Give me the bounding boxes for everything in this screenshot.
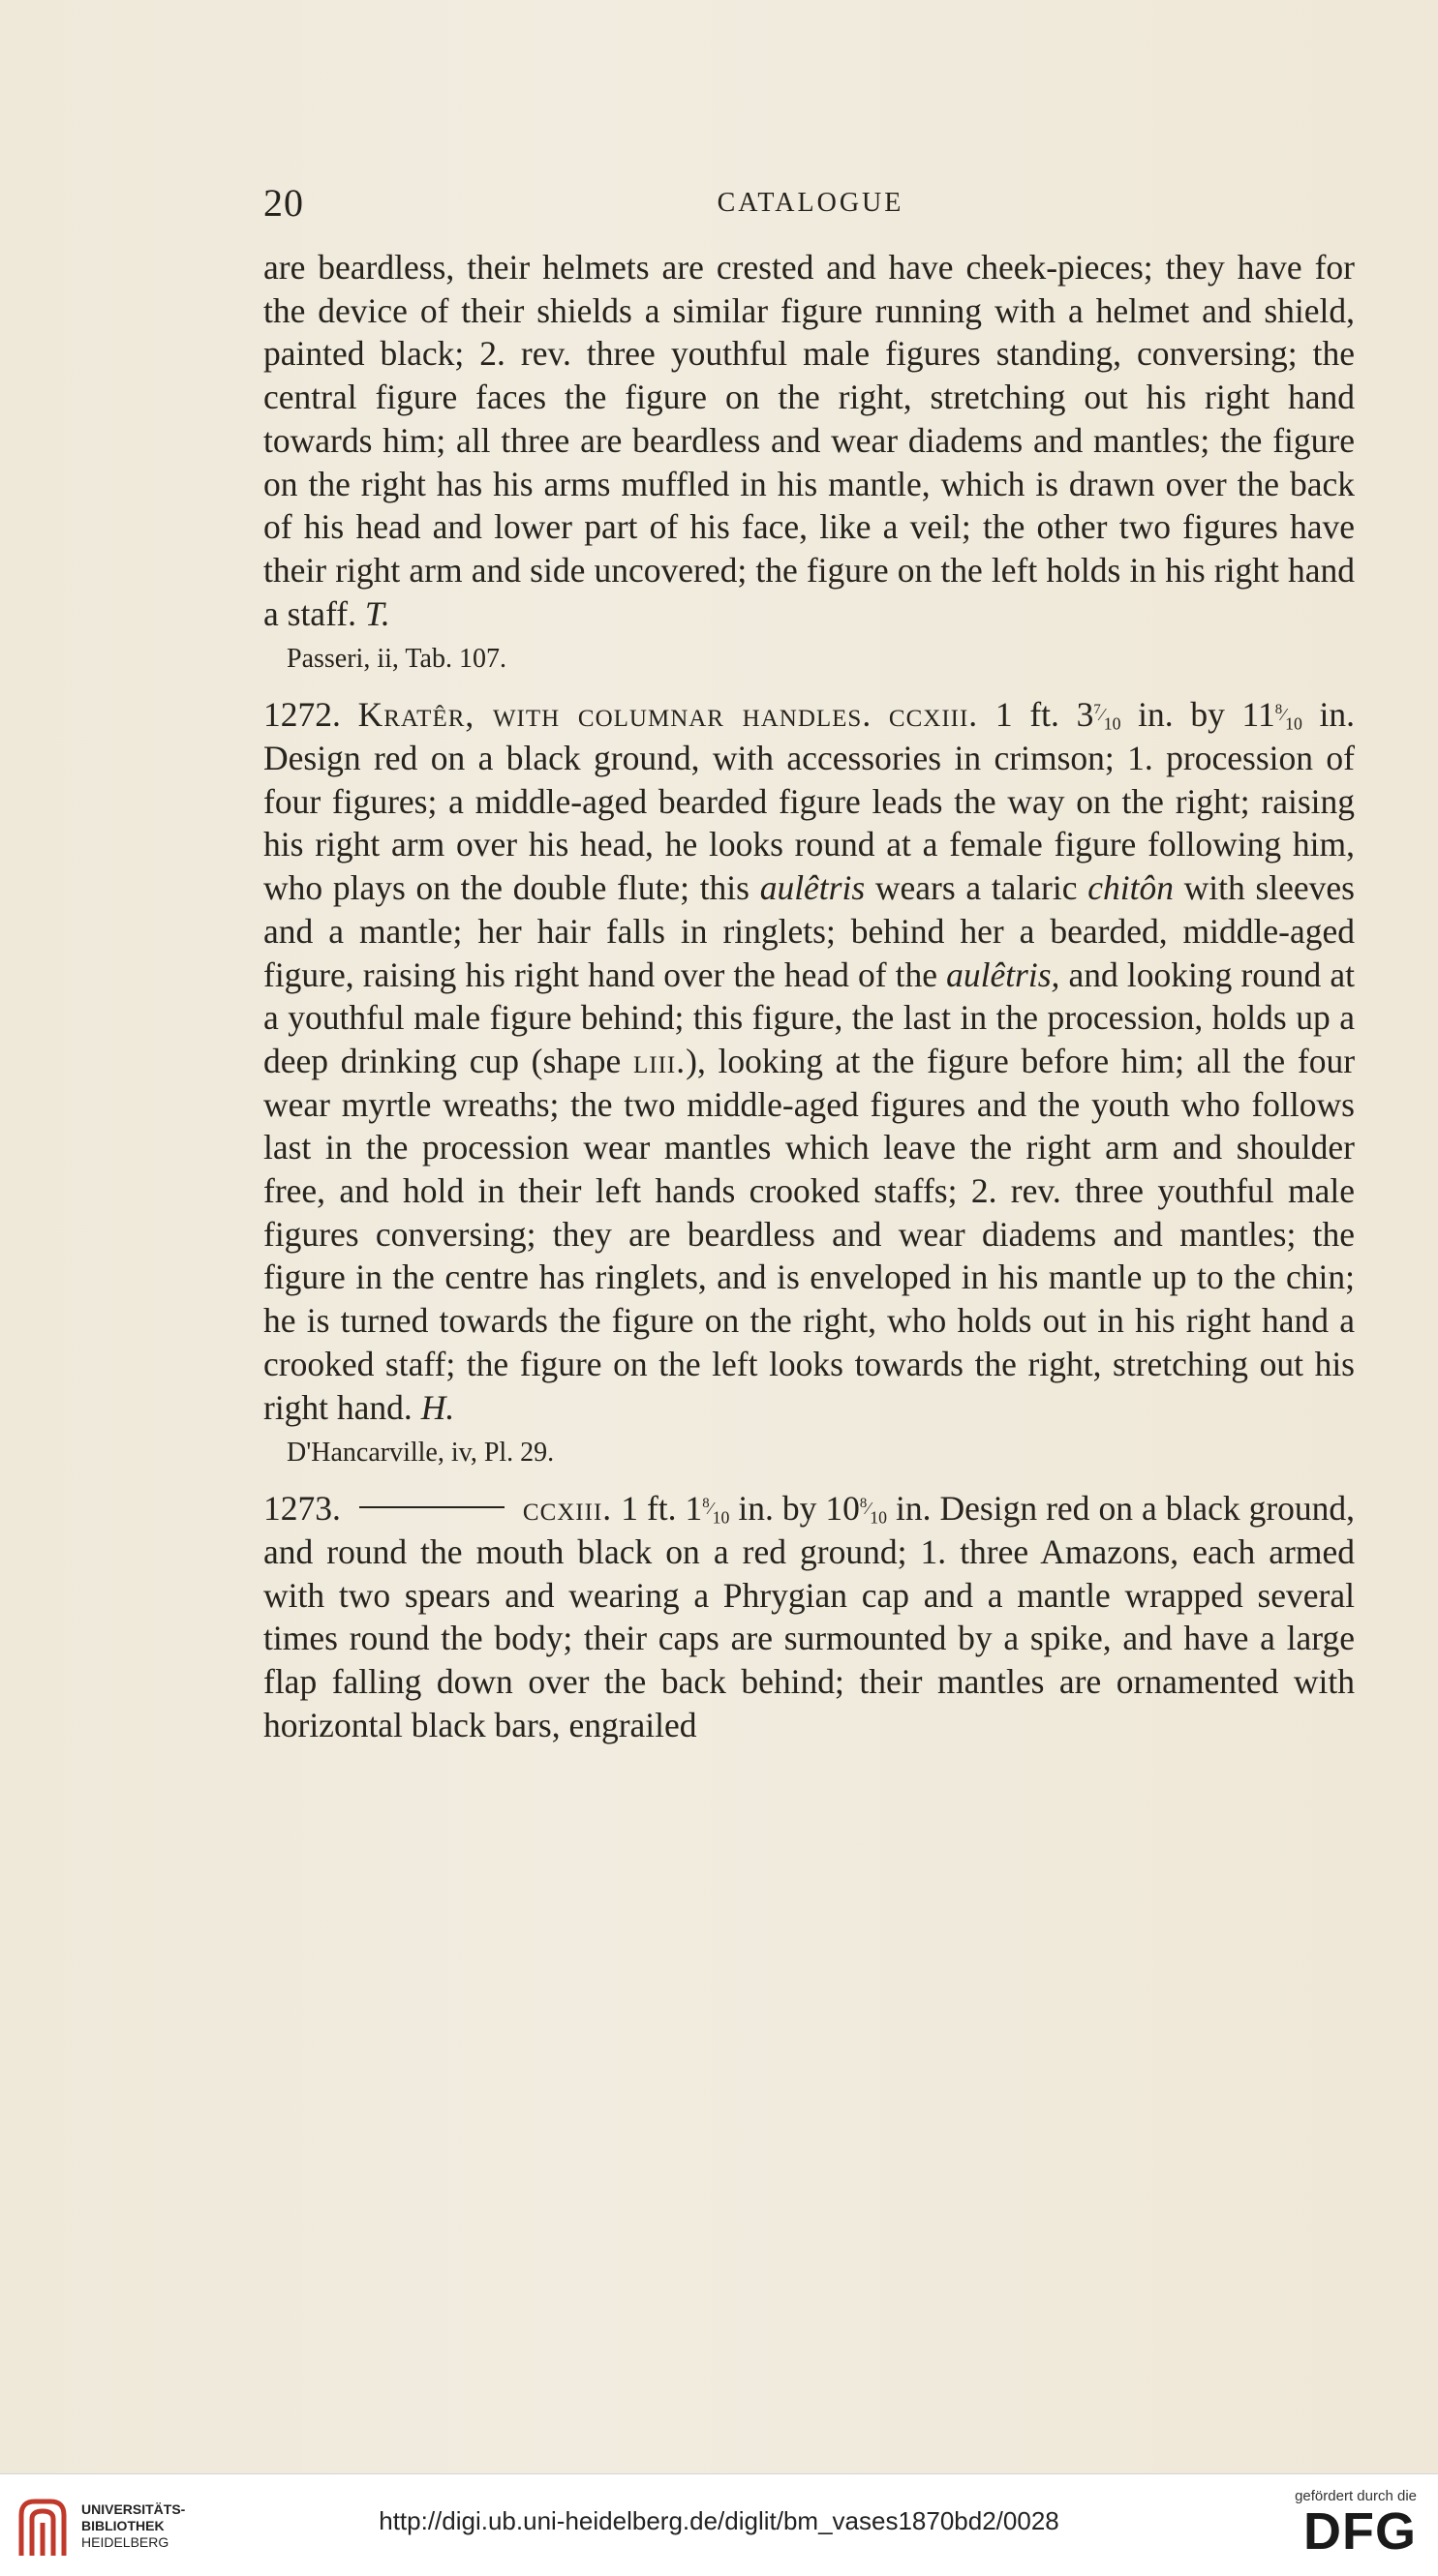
citation-dhancarville: D'Hancarville, iv, Pl. 29. <box>287 1438 555 1469</box>
term-auletris-2: aulêtris, <box>946 955 1060 994</box>
term-chiton: chitôn <box>1087 868 1174 908</box>
catalogue-entry-1272 <box>263 693 1355 1429</box>
citation-passeri: Passeri, ii, Tab. 107. <box>287 644 506 675</box>
paragraph-continuation <box>263 246 1355 635</box>
entry-heading: Kratêr, with columnar handles. <box>357 695 872 735</box>
fraction-numerator: 8 <box>859 1496 868 1512</box>
entry-text-4: and looking round at a youthful male figure behind; this figure, the last in the procession, holds up a deep drinking cup (shape <box>263 955 1355 1080</box>
entry-text-5: ), looking at the figure before him; all the four wear myrtle wreaths; the two middle-aged figures and the youth who follows last in the procession wear mantles which leave the right arm and shoulder free, and hold in their left hands crooked staffs; 2. rev. three youthful male figures conversing; they are beardless and wear diadems and mantles; the figure in the centre has ringlets, and is enveloped in his mantle up to the chin; he is turned towards the figure on the right, who holds out in his right hand a crooked staff; the figure on the left looks towards the right, stretching out his right hand. <box>263 1041 1356 1427</box>
fraction-numerator: 7 <box>1093 702 1101 718</box>
fraction-height: $^8⁄_{10}$ <box>702 1496 730 1528</box>
page-number: 20 <box>263 181 304 225</box>
viewer-footer <box>0 2473 1438 2576</box>
fraction-denominator: 10 <box>1103 713 1121 734</box>
page-header <box>263 174 1358 232</box>
size-height: 1 ft. 3 <box>994 695 1094 735</box>
library-name-line: UNIVERSITÄTS- <box>81 2501 186 2517</box>
shape-reference: ccxiii. <box>522 1489 613 1529</box>
entry-text-2: wears a talaric <box>874 868 1078 908</box>
fraction-height: $^7⁄_{10}$ <box>1093 702 1121 734</box>
library-name-line: BIBLIOTHEK <box>81 2518 165 2533</box>
catalogue-entry-1273 <box>263 1487 1355 1746</box>
term-auletris: aulêtris <box>759 868 866 908</box>
paragraph-text: are beardless, their helmets are crested and have cheek-pieces; they have for the device of their shields a similar figure running with a helmet and shield, painted black; 2. rev. three youthful male figures standing, conversing; the central figure faces the figure on the right, stretching out his right hand towards him; all three are beardless and wear diadems and mantles; the figure on the right has his arms muffled in his mantle, which is drawn over the back of his head and lower part of his face, like a veil; the other two figures have their right arm and side uncovered; the figure on the left holds in his right hand a staff. <box>263 248 1355 633</box>
fraction-diameter: $^8⁄_{10}$ <box>1274 702 1302 734</box>
fraction-denominator: 10 <box>712 1507 730 1528</box>
funding-notice <box>1252 2488 1417 2559</box>
ditto-rule <box>359 1506 505 1508</box>
entry-text: in. Design red on a black ground, and round the mouth black on a red ground; 1. three Amazons, each armed with two spears and wearing a Phrygian cap and a mantle wrapped several times round the body; their caps are surmounted by a spike, and have a large flap falling down over the back behind; their mantles are ornamented with horizontal black bars, engrailed <box>263 1489 1356 1744</box>
text-block <box>263 246 1355 1747</box>
fraction-numerator: 8 <box>702 1496 710 1512</box>
permalink-url[interactable]: http://digi.ub.uni-heidelberg.de/diglit/bm_vases1870bd2/0028 <box>379 2506 1059 2535</box>
running-head: CATALOGUE <box>717 188 904 218</box>
fraction-diameter: $^8⁄_{10}$ <box>859 1496 888 1528</box>
collector-initial: T. <box>364 593 390 633</box>
entry-text-3: with sleeves and a mantle; her hair falls in ringlets; behind her a bearded, middle-aged figure, raising his right hand over the head of the <box>263 868 1355 994</box>
size-diameter: in. by 10 <box>738 1489 860 1529</box>
collector-initial: H. <box>420 1387 455 1427</box>
entry-number: 1272. <box>263 695 341 735</box>
shape-reference-liii: liii. <box>633 1041 687 1080</box>
funding-caption: gefördert durch die <box>1295 2488 1417 2504</box>
fraction-numerator: 8 <box>1274 702 1283 718</box>
dfg-logo-icon[interactable]: DFG <box>1303 2502 1417 2561</box>
library-name-line: HEIDELBERG <box>81 2534 169 2550</box>
entry-number: 1273. <box>263 1489 341 1529</box>
shape-reference: ccxiii. <box>888 695 979 735</box>
fraction-denominator: 10 <box>870 1507 888 1528</box>
size-diameter: in. by 11 <box>1138 695 1275 735</box>
entry-text-1: in. Design red on a black ground, with accessories in crimson; 1. procession of four figures; a middle-aged bearded figure leads the way on the right; raising his right arm over his head, he looks round at a female figure following him, who plays on the double flute; this <box>263 695 1356 908</box>
size-height: 1 ft. 1 <box>621 1489 703 1529</box>
fraction-denominator: 10 <box>1285 713 1302 734</box>
